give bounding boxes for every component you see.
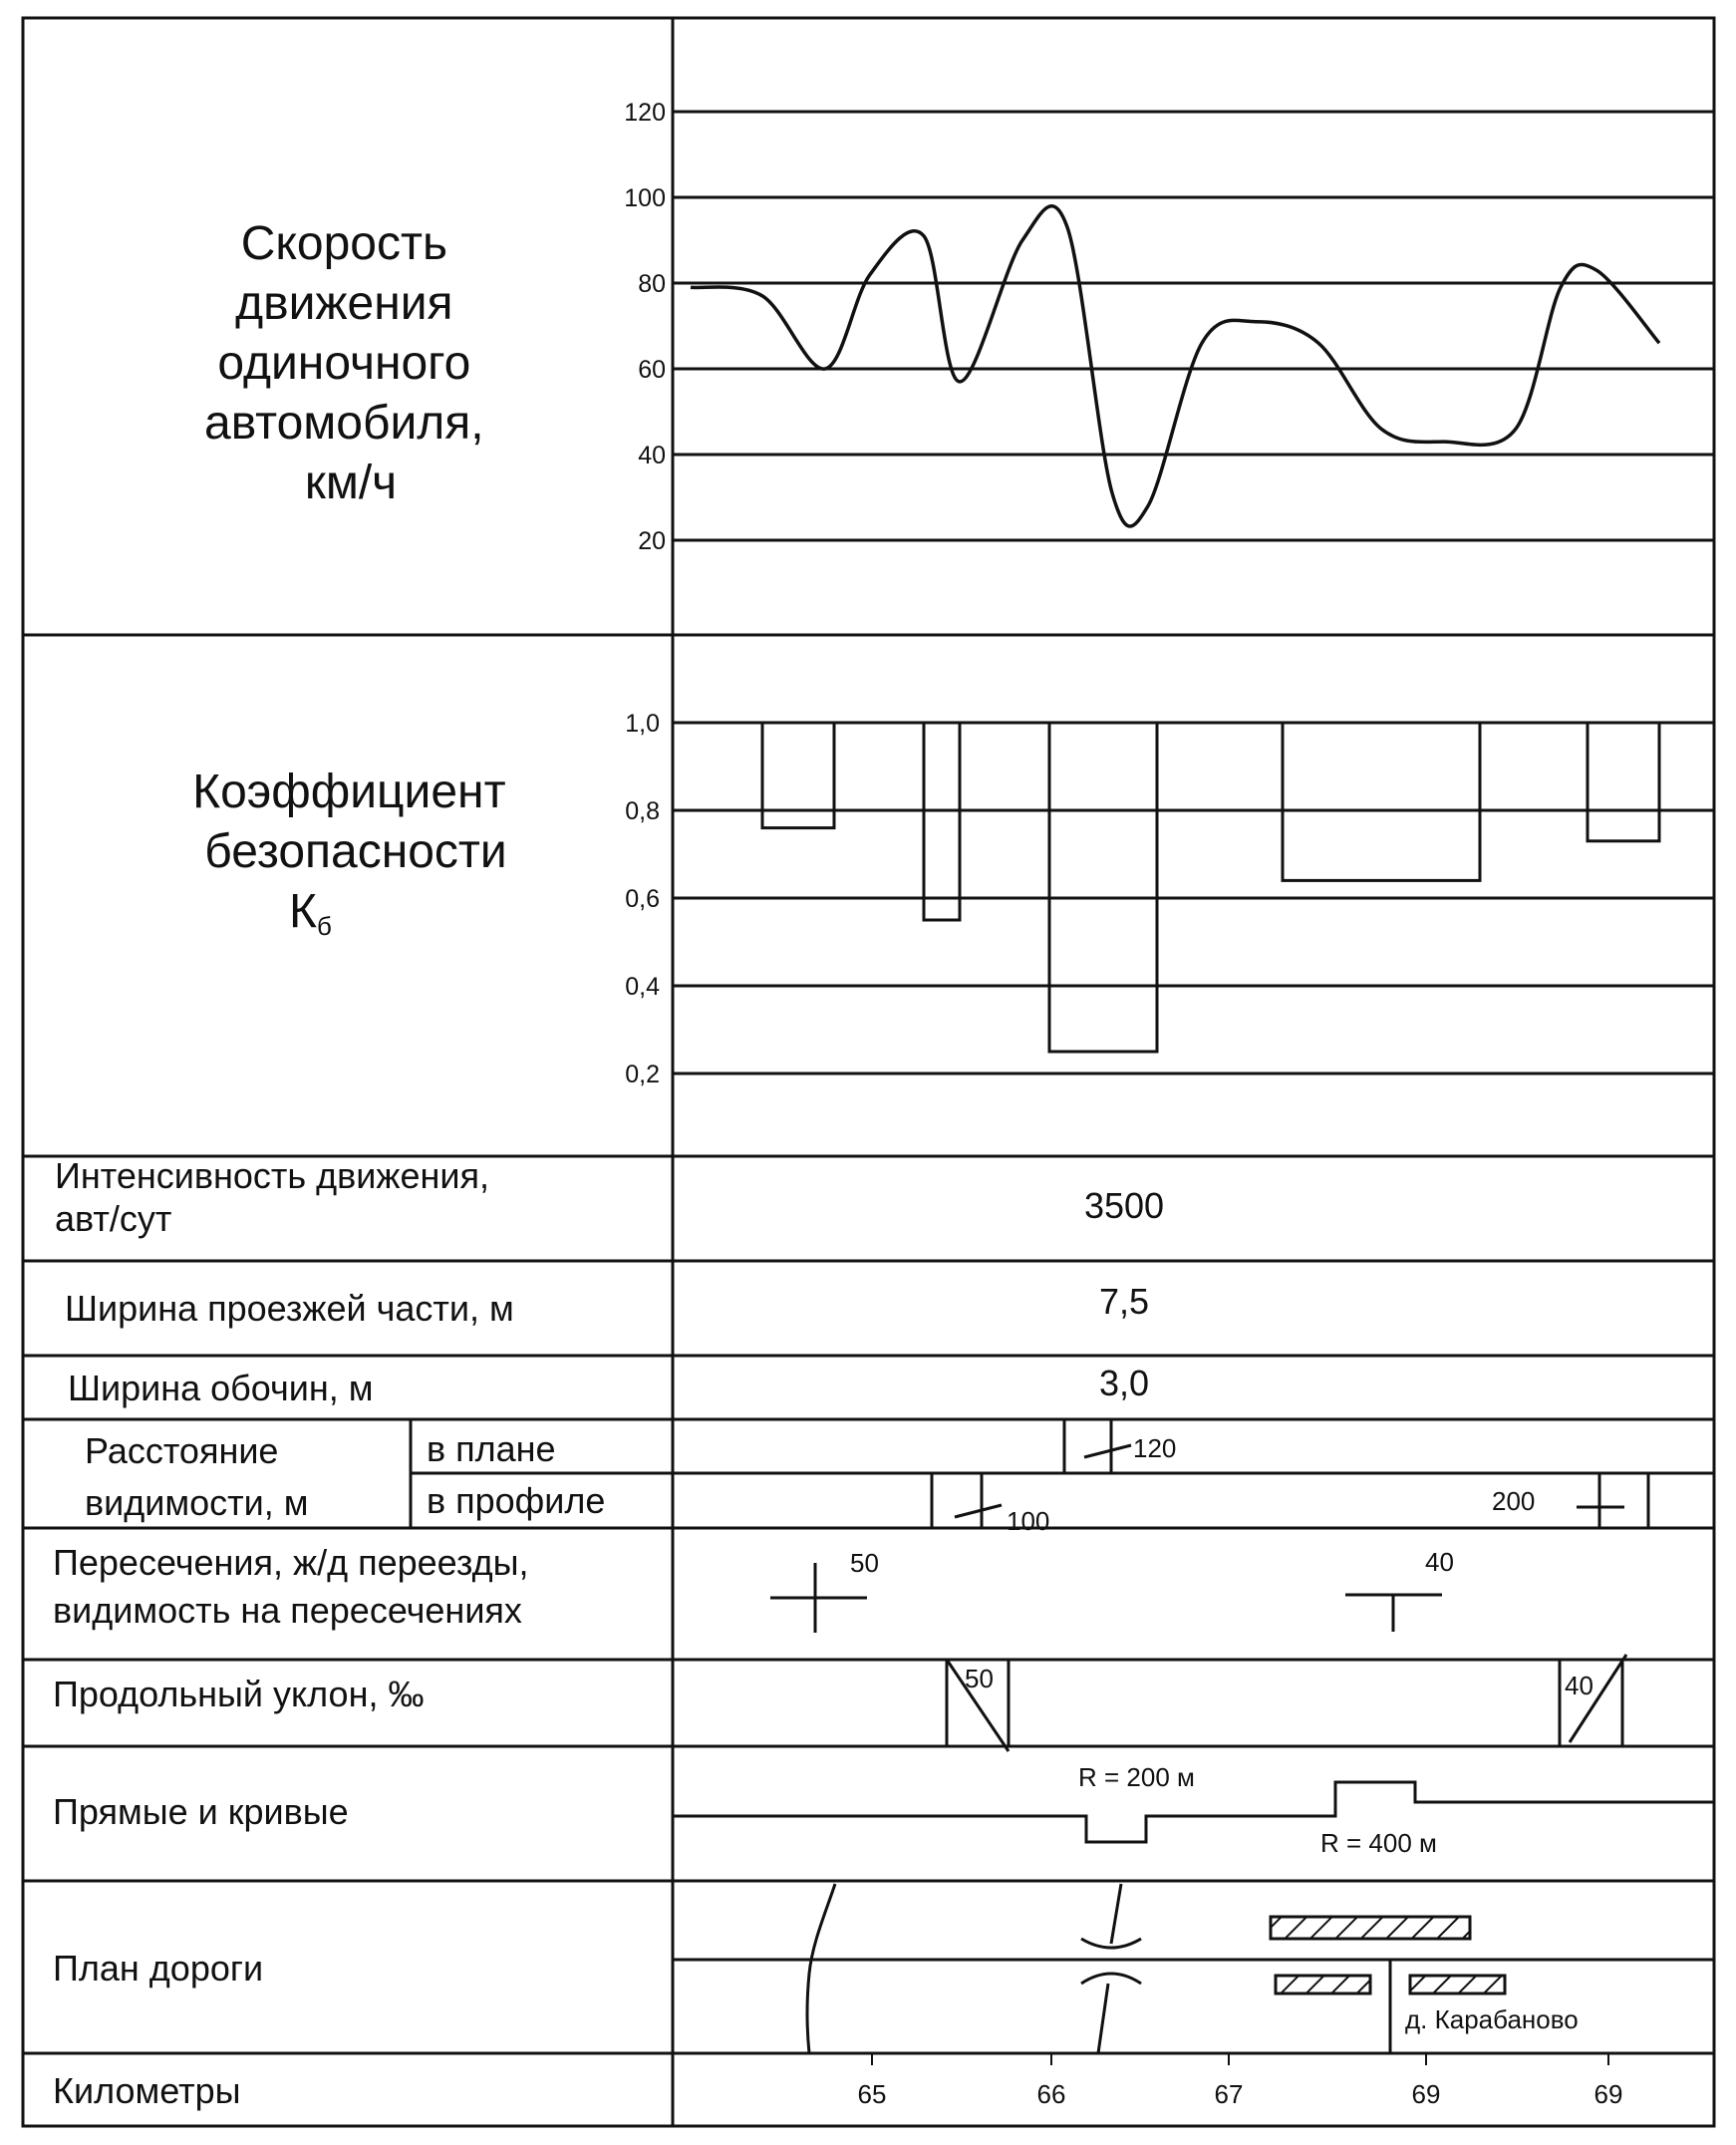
safety-bar — [1049, 723, 1157, 1052]
visibility-profile-label: в профиле — [427, 1480, 606, 1521]
crossings-label-line: Пересечения, ж/д переезды, — [53, 1542, 529, 1583]
safety-tick-label: 0,8 — [625, 797, 660, 825]
safety-row-label — [192, 766, 519, 878]
speed-tick-label: 20 — [638, 527, 666, 555]
speed-label-line: автомобиля, — [204, 397, 484, 450]
safety-tick-label: 0,6 — [625, 885, 660, 913]
crossing-visibility-value: 40 — [1425, 1547, 1454, 1577]
k-subscript: б — [316, 911, 332, 941]
visibility-profile-value: 200 — [1492, 1486, 1536, 1516]
plan-pointer — [1084, 1445, 1131, 1457]
speed-label-line: Скорость — [240, 217, 447, 270]
crossings-row-label — [53, 1542, 539, 1631]
intensity-label-line: Интенсивность движения, — [55, 1155, 489, 1196]
safety-gridlines — [625, 710, 1714, 1088]
visibility-row-label — [85, 1430, 308, 1523]
village-building — [1276, 1976, 1370, 1993]
speed-tick-label: 80 — [638, 270, 666, 298]
safety-bar — [1283, 723, 1480, 880]
speed-tick-label: 60 — [638, 356, 666, 384]
curve-radius-label: R = 200 м — [1078, 1762, 1195, 1792]
km-tick-label: 66 — [1036, 2079, 1066, 2109]
village-name: д. Карабаново — [1405, 2004, 1579, 2034]
km-tick-label: 69 — [1593, 2079, 1623, 2109]
visibility-label-line: Расстояние — [85, 1430, 279, 1471]
safety-tick-label: 1,0 — [625, 710, 660, 738]
village-building — [1271, 1917, 1470, 1939]
profile-pointer — [955, 1505, 1002, 1517]
river — [807, 1884, 835, 2053]
intensity-value: 3500 — [1083, 1185, 1165, 1226]
k-letter: К — [289, 885, 317, 938]
crossing-visibility-value: 50 — [850, 1548, 879, 1578]
speed-row-label — [204, 217, 497, 509]
safety-bar — [924, 723, 960, 920]
speed-label-line: движения — [235, 277, 453, 330]
intensity-label-line: авт/сут — [55, 1198, 172, 1239]
km-tick-label: 69 — [1411, 2079, 1441, 2109]
intensity-row-label — [55, 1155, 499, 1239]
plan-label: План дороги — [53, 1948, 264, 1989]
curves-label: Прямые и кривые — [53, 1791, 349, 1832]
shoulders-label: Ширина обочин, м — [68, 1368, 374, 1408]
shoulders-value: 3,0 — [1098, 1363, 1150, 1403]
km-tick-label: 67 — [1214, 2079, 1244, 2109]
grade-value: 50 — [965, 1664, 994, 1693]
curve-radius-label: R = 400 м — [1320, 1828, 1437, 1858]
safety-k-symbol — [289, 885, 332, 941]
crossings-label-line: видимость на пересечениях — [53, 1590, 522, 1631]
safety-bar — [762, 723, 834, 828]
carriageway-label: Ширина проезжей части, м — [65, 1288, 514, 1329]
grade-label: Продольный уклон, ‰ — [53, 1674, 425, 1714]
safety-tick-label: 0,4 — [625, 973, 660, 1001]
visibility-plan-label: в плане — [427, 1428, 556, 1469]
safety-bar — [1588, 723, 1659, 841]
safety-tick-label: 0,2 — [625, 1061, 660, 1088]
km-label: Километры — [53, 2070, 241, 2111]
speed-label-line: км/ч — [304, 457, 398, 509]
speed-chart — [624, 99, 1714, 555]
speed-label-line: одиночного — [217, 337, 471, 390]
bridge-road — [1098, 1884, 1121, 2053]
safety-chart — [625, 710, 1714, 1088]
speed-tick-label: 100 — [624, 184, 666, 212]
visibility-plan-marks — [1064, 1419, 1131, 1473]
speed-curve — [691, 206, 1659, 526]
grade-value: 40 — [1565, 1671, 1593, 1700]
km-ticks — [872, 2053, 1608, 2065]
visibility-label-line: видимости, м — [85, 1482, 309, 1523]
safety-label-line: безопасности — [204, 825, 507, 878]
carriageway-value: 7,5 — [1098, 1281, 1150, 1322]
speed-tick-label: 40 — [638, 442, 666, 469]
visibility-plan-value: 120 — [1133, 1433, 1177, 1463]
speed-tick-label: 120 — [624, 99, 666, 127]
safety-bars — [762, 723, 1659, 1052]
village-building — [1410, 1976, 1505, 1993]
km-tick-label: 65 — [857, 2079, 887, 2109]
safety-label-line: Коэффициент — [192, 766, 506, 818]
visibility-profile-value: 100 — [1007, 1506, 1050, 1536]
grade-symbols — [947, 1655, 1626, 1751]
